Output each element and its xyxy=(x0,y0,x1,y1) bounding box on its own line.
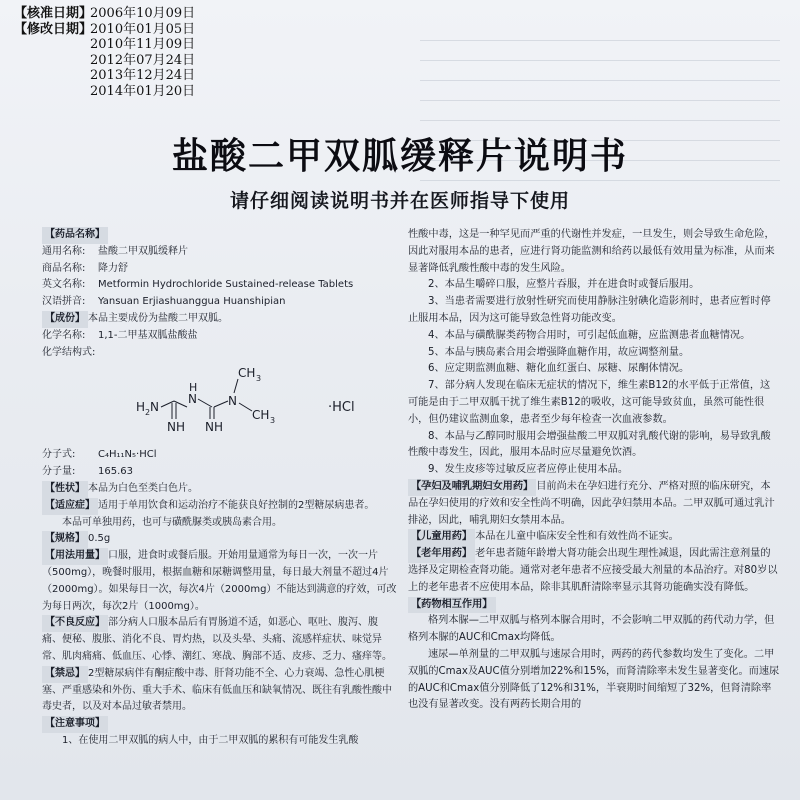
pregnancy-text: 目前尚未在孕妇进行充分、严格对照的临床研究，本品在孕妇使用的疗效和安全性尚不明确，因此孕妇禁用本品。二甲双胍可通过乳汁排泌，因此，哺乳期妇女禁用本品。 xyxy=(408,480,775,526)
svg-text:3: 3 xyxy=(256,374,262,384)
pinyin-name: Yansuan Erjiashuanggua Huanshipian xyxy=(98,296,286,308)
properties-text: 本品为白色至类白色片。 xyxy=(88,482,198,494)
pinyin-name-label: 汉语拼音: xyxy=(42,296,86,308)
right-column xyxy=(408,227,780,714)
date-label xyxy=(14,68,90,84)
elderly-header: 【老年用药】 xyxy=(408,546,475,563)
generic-name-label: 通用名称: xyxy=(42,245,86,257)
svg-text:N: N xyxy=(188,392,197,407)
svg-text:H: H xyxy=(189,381,198,395)
contra-header: 【禁忌】 xyxy=(42,666,88,683)
chemical-name: 1,1-二甲基双胍盐酸盐 xyxy=(98,329,198,341)
svg-text:NH: NH xyxy=(167,420,185,435)
indications-text: 适用于单用饮食和运动治疗不能获良好控制的2型糖尿病患者。 xyxy=(98,499,375,511)
document-subtitle: 请仔细阅读说明书并在医师指导下使用 xyxy=(229,190,570,212)
date-value: 2006年10月09日 xyxy=(90,6,196,21)
chemical-name-label: 化学名称: xyxy=(42,329,86,341)
date-label xyxy=(14,53,90,69)
precaution-item-1-cont: 性酸中毒，这是一种罕见而严重的代谢性并发症，一旦发生，则会导致生命危险，因此对服用本品的患者，应进行肾功能监测和给药以最低有效用量为标准，从而来显著降低乳酸性酸中毒的发生风险。 xyxy=(408,229,775,274)
english-name: Metformin Hydrochloride Sustained-release Tablets xyxy=(98,279,354,291)
generic-name: 盐酸二甲双胍缓释片 xyxy=(98,245,188,257)
date-label: 【修改日期】 xyxy=(14,21,93,37)
date-value: 2010年01月05日 xyxy=(90,21,196,37)
interactions-text-1: 格列本脲—二甲双胍与格列本脲合用时，不会影响二甲双胍的药代动力学，但格列本脲的AUC和Cmax均降低。 xyxy=(408,615,775,644)
molecular-weight: 165.63 xyxy=(98,466,133,478)
svg-text:N: N xyxy=(150,400,159,415)
brand-name-label: 商品名称: xyxy=(42,262,86,274)
brand-name: 降力舒 xyxy=(98,262,128,274)
molecular-formula: C₄H₁₁N₅·HCl xyxy=(98,449,157,461)
document-title: 盐酸二甲双胍缓释片说明书 xyxy=(171,136,628,177)
date-row xyxy=(14,37,195,53)
svg-text:CH: CH xyxy=(252,408,270,423)
date-row xyxy=(14,53,195,69)
composition-header: 【成份】 xyxy=(42,311,88,328)
precaution-item-3: 3、当患者需要进行放射性研究而使用静脉注射碘化造影剂时，患者应暂时停止服用本品，因为这可能导致急性肾功能改变。 xyxy=(408,296,771,324)
date-row xyxy=(14,22,195,38)
usage-text: 口服，进食时或餐后服。开始用量通常为每日一次，一次一片（500mg），晚餐时服用，根据血糖和尿糖调整用量，每日最大剂量不超过4片（2000mg）。如果每日一次，每次4片（2000mg）不能达到满意的疗效，可改为每日两次，每次2片（1000mg）。 xyxy=(42,550,397,612)
date-value: 2013年12月24日 xyxy=(90,68,196,83)
children-text: 本品在儿童中临床安全性和有效性尚不证实。 xyxy=(475,531,679,543)
spec-header: 【规格】 xyxy=(42,531,88,548)
precautions-header: 【注意事项】 xyxy=(42,716,108,733)
composition-text: 本品主要成份为盐酸二甲双胍。 xyxy=(88,312,228,324)
children-header: 【儿童用药】 xyxy=(408,529,475,546)
precaution-item-2: 2、本品生嚼碎口服，应整片吞服，并在进食时或餐后服用。 xyxy=(428,279,700,291)
interactions-text-2: 速尿—单剂量的二甲双胍与速尿合用时，两药的药代参数均发生了变化。二甲双胍的Cmax及AUC值分别增加22%和15%，而肾清除率未发生显著变化。而速尿的AUC和Cmax值分别降低了12%和31%，半衰期时间缩短了32%，但肾清除率也没有显著改变。没有两药长期合用的 xyxy=(408,648,780,711)
formula-label: 分子式: xyxy=(42,449,76,461)
svg-text:2: 2 xyxy=(145,408,151,418)
left-column xyxy=(42,227,397,750)
adverse-header: 【不良反应】 xyxy=(42,615,108,632)
contra-text: 2型糖尿病伴有酮症酸中毒、肝肾功能不全、心力衰竭、急性心肌梗塞、严重感染和外伤、重大手术、临床有低血压和缺氧情况、既往有乳酸性酸中毒史者，以及对本品过敏者禁用。 xyxy=(42,667,392,713)
date-value: 2012年07月24日 xyxy=(90,52,196,68)
precaution-item-5: 5、本品与胰岛素合用会增强降血糖作用，故应调整剂量。 xyxy=(428,346,690,358)
precaution-item-8: 8、本品与乙醇同时服用会增强盐酸二甲双胍对乳酸代谢的影响，易导致乳酸性酸中毒发生，因此，服用本品时应尽量避免饮酒。 xyxy=(408,430,771,459)
mw-label: 分子量: xyxy=(42,466,76,478)
date-row xyxy=(14,6,195,22)
spec-text: 0.5g xyxy=(88,533,111,545)
date-value: 2010年11月09日 xyxy=(90,37,196,52)
precaution-item-4: 4、本品与磺酰脲类药物合用时，可引起低血糖，应监测患者血糖情况。 xyxy=(428,329,751,341)
date-value: 2014年01月20日 xyxy=(90,83,196,99)
date-row xyxy=(14,68,195,84)
metformin-structure-svg xyxy=(92,363,382,447)
indications-text-2: 本品可单独用药，也可与磺酰脲类或胰岛素合用。 xyxy=(62,516,282,528)
drug-name-header: 【药品名称】 xyxy=(42,227,108,244)
precaution-item-7: 7、部分病人发现在临床无症状的情况下，维生素B12的水平低于正常值，这可能是由于二甲双胍干扰了维生素B12的吸收，这可能导致贫血，虽然可能性很小，但仍建议监测血象，患者至少每年检查一次血液参数。 xyxy=(408,380,771,425)
interactions-header: 【药物相互作用】 xyxy=(408,597,496,614)
chemical-structure-diagram xyxy=(42,363,397,447)
elderly-text: 老年患者随年龄增大肾功能会出现生理性减退，因此需注意剂量的选择及定期检查肾功能。通常对老年患者不应接受最大剂量的本品治疗。对80岁以上的老年患者不应使用本品，除非其肌酐清除率显示其肾功能确实没有降低。 xyxy=(408,548,778,593)
svg-text:NH: NH xyxy=(205,420,223,435)
date-label: 【核准日期】 xyxy=(14,6,93,21)
svg-text:H: H xyxy=(136,400,146,415)
english-name-label: 英文名称: xyxy=(42,279,86,291)
svg-text:3: 3 xyxy=(270,416,276,426)
adverse-text: 部分病人口服本品后有胃肠道不适，如恶心、呕吐、腹泻、腹痛、便秘、腹胀、消化不良、胃灼热，以及头晕、头痛、流感样症状、味觉异常、肌肉痛痛、低血压、心悸、潮红、寒战、胸部不适、皮疹、乏力、瘙痒等。 xyxy=(42,617,392,662)
structure-label: 化学结构式: xyxy=(42,346,96,358)
svg-text:N: N xyxy=(228,394,237,409)
properties-header: 【性状】 xyxy=(42,481,88,498)
revision-dates xyxy=(14,6,195,99)
precaution-item-6: 6、应定期监测血糖、糖化血红蛋白、尿糖、尿酮体情况。 xyxy=(428,363,690,375)
date-row xyxy=(14,84,195,100)
precaution-item-9: 9、发生皮疹等过敏反应者应停止使用本品。 xyxy=(428,464,629,476)
usage-header: 【用法用量】 xyxy=(42,548,108,565)
hcl-label: ·HCl xyxy=(328,400,355,416)
date-label xyxy=(14,37,90,53)
date-label xyxy=(14,84,90,100)
precaution-item-1-start: 1、在使用二甲双胍的病人中，由于二甲双胍的累积有可能发生乳酸 xyxy=(62,734,359,746)
pregnancy-header: 【孕妇及哺乳期妇女用药】 xyxy=(408,479,536,496)
svg-text:CH: CH xyxy=(238,366,256,381)
indications-header: 【适应症】 xyxy=(42,498,98,515)
